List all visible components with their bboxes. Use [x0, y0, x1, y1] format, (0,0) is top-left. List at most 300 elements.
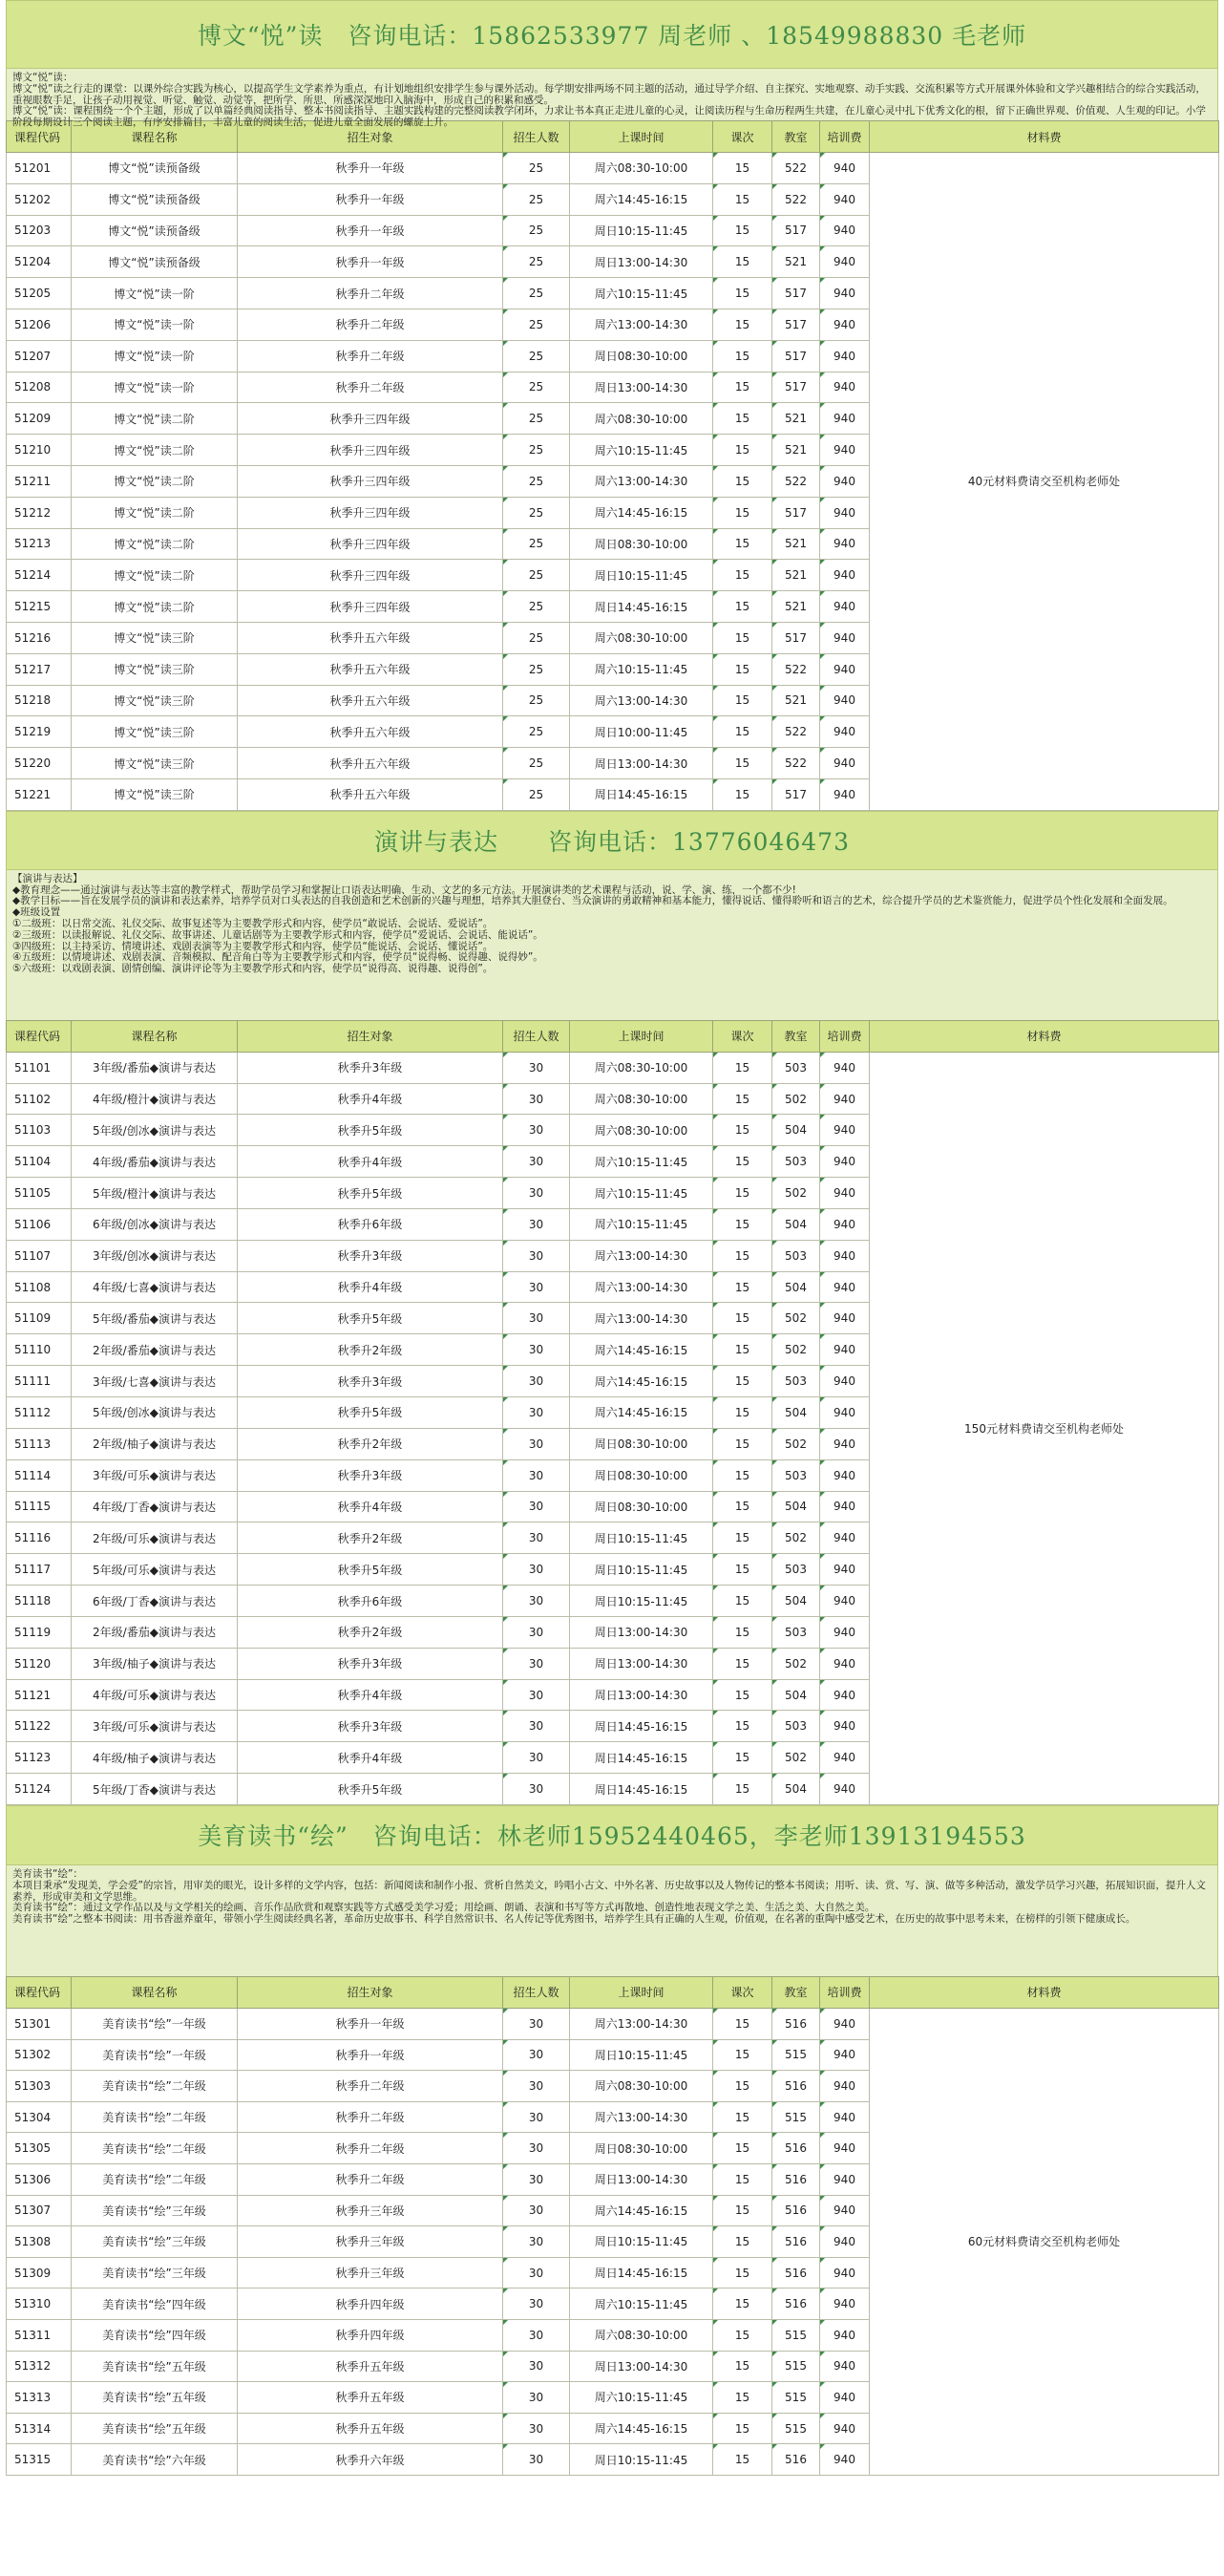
classroom-cell: 516 [772, 2071, 820, 2102]
course-name-cell: 4年级/番茄◆演讲与表达 [72, 1146, 238, 1178]
classroom-cell: 521 [772, 246, 820, 278]
sessions-cell: 15 [713, 1052, 772, 1083]
sessions-cell: 15 [713, 2413, 772, 2444]
enrollment-cell: 30 [503, 2101, 570, 2133]
target-grade-cell: 秋季升三四年级 [238, 403, 503, 435]
course-code-cell: 51315 [7, 2444, 72, 2476]
course-code-cell: 51110 [7, 1334, 72, 1366]
tuition-cell: 940 [820, 2101, 870, 2133]
enrollment-cell: 30 [503, 1522, 570, 1554]
enrollment-cell: 25 [503, 748, 570, 779]
sessions-cell: 15 [713, 685, 772, 716]
course-name-cell: 5年级/番茄◆演讲与表达 [72, 1303, 238, 1334]
class-time-cell: 周六13:00-14:30 [570, 685, 713, 716]
course-name-cell: 5年级/丁香◆演讲与表达 [72, 1774, 238, 1805]
enrollment-cell: 30 [503, 1774, 570, 1805]
intro-paragraph: ②三级班：以读报解说、礼仪交际、故事讲述、儿童话剧等为主要教学形式和内容，使学员“爱说话、会说话、能说话”。 [12, 928, 543, 941]
course-code-cell: 51111 [7, 1366, 72, 1397]
course-name-cell: 博文“悦”读预备级 [72, 246, 238, 278]
sessions-cell: 15 [713, 2101, 772, 2133]
course-name-cell: 博文“悦”读三阶 [72, 716, 238, 748]
course-code-cell: 51106 [7, 1208, 72, 1240]
target-grade-cell: 秋季升3年级 [238, 1366, 503, 1397]
course-code-cell: 51304 [7, 2101, 72, 2133]
intro-paragraph: 【演讲与表达】 [12, 872, 83, 884]
column-header: 培训费 [820, 121, 870, 153]
target-grade-cell: 秋季升五六年级 [238, 685, 503, 716]
course-code-cell: 51220 [7, 748, 72, 779]
classroom-cell: 503 [772, 1240, 820, 1271]
target-grade-cell: 秋季升2年级 [238, 1522, 503, 1554]
enrollment-cell: 30 [503, 1178, 570, 1209]
target-grade-cell: 秋季升二年级 [238, 2101, 503, 2133]
target-grade-cell: 秋季升三四年级 [238, 528, 503, 560]
course-code-cell: 51307 [7, 2195, 72, 2226]
tuition-cell: 940 [820, 2382, 870, 2414]
tuition-cell: 940 [820, 622, 870, 653]
classroom-cell: 517 [772, 340, 820, 372]
classroom-cell: 502 [772, 1522, 820, 1554]
tuition-cell: 940 [820, 183, 870, 215]
enrollment-cell: 30 [503, 1616, 570, 1648]
course-name-cell: 博文“悦”读一阶 [72, 340, 238, 372]
class-time-cell: 周六14:45-16:15 [570, 2195, 713, 2226]
intro-paragraph: ◆班级设置 [12, 906, 61, 919]
target-grade-cell: 秋季升五六年级 [238, 778, 503, 810]
target-grade-cell: 秋季升三四年级 [238, 435, 503, 466]
sessions-cell: 15 [713, 1459, 772, 1491]
sessions-cell: 15 [713, 2289, 772, 2320]
classroom-cell: 502 [772, 1428, 820, 1459]
classroom-cell: 503 [772, 1052, 820, 1083]
course-code-cell: 51201 [7, 153, 72, 184]
column-header: 课程名称 [72, 1020, 238, 1052]
course-name-cell: 3年级/番茄◆演讲与表达 [72, 1052, 238, 1083]
enrollment-cell: 25 [503, 340, 570, 372]
tuition-cell: 940 [820, 528, 870, 560]
target-grade-cell: 秋季升6年级 [238, 1208, 503, 1240]
course-code-cell: 51107 [7, 1240, 72, 1271]
tuition-cell: 940 [820, 560, 870, 591]
column-header: 材料费 [870, 1020, 1219, 1052]
sessions-cell: 15 [713, 372, 772, 403]
course-name-cell: 博文“悦”读二阶 [72, 465, 238, 497]
tuition-cell: 940 [820, 653, 870, 685]
column-header: 课次 [713, 1020, 772, 1052]
classroom-cell: 516 [772, 2257, 820, 2289]
enrollment-cell: 30 [503, 1208, 570, 1240]
enrollment-cell: 25 [503, 622, 570, 653]
sessions-cell: 15 [713, 1397, 772, 1429]
course-name-cell: 3年级/创冰◆演讲与表达 [72, 1240, 238, 1271]
enrollment-cell: 30 [503, 1491, 570, 1522]
course-code-cell: 51312 [7, 2351, 72, 2382]
classroom-cell: 516 [772, 2195, 820, 2226]
class-time-cell: 周六08:30-10:00 [570, 153, 713, 184]
tuition-cell: 940 [820, 1271, 870, 1303]
course-code-cell: 51310 [7, 2289, 72, 2320]
course-code-cell: 51123 [7, 1742, 72, 1774]
sessions-cell: 15 [713, 778, 772, 810]
sessions-cell: 15 [713, 1208, 772, 1240]
target-grade-cell: 秋季升五六年级 [238, 716, 503, 748]
course-name-cell: 美育读书“绘”二年级 [72, 2133, 238, 2164]
target-grade-cell: 秋季升三四年级 [238, 560, 503, 591]
course-code-cell: 51301 [7, 2008, 72, 2039]
class-time-cell: 周日14:45-16:15 [570, 2257, 713, 2289]
classroom-cell: 504 [772, 1397, 820, 1429]
course-name-cell: 4年级/橙汁◆演讲与表达 [72, 1083, 238, 1115]
enrollment-cell: 30 [503, 1240, 570, 1271]
course-name-cell: 美育读书“绘”六年级 [72, 2444, 238, 2476]
course-name-cell: 5年级/创冰◆演讲与表达 [72, 1115, 238, 1146]
target-grade-cell: 秋季升3年级 [238, 1052, 503, 1083]
sessions-cell: 15 [713, 2071, 772, 2102]
intro-paragraph: 博文“悦”读： [12, 72, 74, 83]
classroom-cell: 504 [772, 1491, 820, 1522]
target-grade-cell: 秋季升四年级 [238, 2289, 503, 2320]
course-code-cell: 51117 [7, 1554, 72, 1586]
sessions-cell: 15 [713, 2226, 772, 2258]
sessions-cell: 15 [713, 183, 772, 215]
class-time-cell: 周六10:15-11:45 [570, 653, 713, 685]
table-row [7, 153, 1219, 184]
classroom-cell: 515 [772, 2039, 820, 2071]
sessions-cell: 15 [713, 1240, 772, 1271]
course-code-cell: 51306 [7, 2163, 72, 2195]
enrollment-cell: 25 [503, 183, 570, 215]
class-time-cell: 周六08:30-10:00 [570, 1115, 713, 1146]
sessions-cell: 15 [713, 1554, 772, 1586]
tuition-cell: 940 [820, 2444, 870, 2476]
enrollment-cell: 30 [503, 1083, 570, 1115]
sessions-cell: 15 [713, 278, 772, 309]
classroom-cell: 522 [772, 653, 820, 685]
sessions-cell: 15 [713, 1648, 772, 1679]
enrollment-cell: 25 [503, 246, 570, 278]
tuition-cell: 940 [820, 1083, 870, 1115]
course-name-cell: 美育读书“绘”三年级 [72, 2195, 238, 2226]
tuition-cell: 940 [820, 1146, 870, 1178]
column-header: 材料费 [870, 1976, 1219, 2008]
enrollment-cell: 30 [503, 1366, 570, 1397]
class-time-cell: 周六08:30-10:00 [570, 622, 713, 653]
class-time-cell: 周日08:30-10:00 [570, 528, 713, 560]
sessions-cell: 15 [713, 2008, 772, 2039]
target-grade-cell: 秋季升三四年级 [238, 591, 503, 623]
course-name-cell: 博文“悦”读二阶 [72, 560, 238, 591]
classroom-cell: 522 [772, 748, 820, 779]
class-time-cell: 周日08:30-10:00 [570, 1428, 713, 1459]
sessions-cell: 15 [713, 1178, 772, 1209]
tuition-cell: 940 [820, 1711, 870, 1742]
class-time-cell: 周日08:30-10:00 [570, 1491, 713, 1522]
sessions-cell: 15 [713, 340, 772, 372]
course-name-cell: 美育读书“绘”二年级 [72, 2163, 238, 2195]
tuition-cell: 940 [820, 1366, 870, 1397]
target-grade-cell: 秋季升2年级 [238, 1334, 503, 1366]
target-grade-cell: 秋季升三四年级 [238, 497, 503, 528]
target-grade-cell: 秋季升二年级 [238, 309, 503, 340]
classroom-cell: 515 [772, 2351, 820, 2382]
intro-paragraph: 博文“悦”读之行走的课堂：以课外综合实践为核心，以提高学生文学素养为重点，有计划地组织安排学生参与课外活动。每学期安排两场不同主题的活动，通过导学介绍、自主探究、实地观察、动手实践、交流积累等方式开展课外体验和文学兴趣相结合的综合实践活动，重视眼数手足，让孩子动用视觉、听觉、触觉、动觉等，把所学、所思、所感深深地印入脑海中，形成自己的积累和感受。 [12, 82, 1206, 106]
course-name-cell: 5年级/橙汁◆演讲与表达 [72, 1178, 238, 1209]
target-grade-cell: 秋季升四年级 [238, 2319, 503, 2351]
course-name-cell: 美育读书“绘”一年级 [72, 2008, 238, 2039]
class-time-cell: 周日10:15-11:45 [570, 2039, 713, 2071]
column-header: 教室 [772, 121, 820, 153]
classroom-cell: 521 [772, 435, 820, 466]
target-grade-cell: 秋季升5年级 [238, 1397, 503, 1429]
tuition-cell: 940 [820, 1208, 870, 1240]
tuition-cell: 940 [820, 1459, 870, 1491]
classroom-cell: 503 [772, 1554, 820, 1586]
tuition-cell: 940 [820, 685, 870, 716]
tuition-cell: 940 [820, 340, 870, 372]
class-time-cell: 周日14:45-16:15 [570, 591, 713, 623]
course-code-cell: 51103 [7, 1115, 72, 1146]
course-code-cell: 51209 [7, 403, 72, 435]
course-name-cell: 美育读书“绘”四年级 [72, 2289, 238, 2320]
sessions-cell: 15 [713, 1774, 772, 1805]
enrollment-cell: 30 [503, 2444, 570, 2476]
tuition-cell: 940 [820, 2039, 870, 2071]
sessions-cell: 15 [713, 2163, 772, 2195]
course-name-cell: 博文“悦”读预备级 [72, 183, 238, 215]
course-name-cell: 3年级/可乐◆演讲与表达 [72, 1459, 238, 1491]
tuition-cell: 940 [820, 2163, 870, 2195]
course-code-cell: 51124 [7, 1774, 72, 1805]
column-header: 课程代码 [7, 1976, 72, 2008]
course-code-cell: 51309 [7, 2257, 72, 2289]
class-time-cell: 周日14:45-16:15 [570, 1742, 713, 1774]
target-grade-cell: 秋季升二年级 [238, 278, 503, 309]
enrollment-cell: 30 [503, 2039, 570, 2071]
course-name-cell: 美育读书“绘”三年级 [72, 2226, 238, 2258]
course-name-cell: 博文“悦”读二阶 [72, 497, 238, 528]
column-header: 上课时间 [570, 121, 713, 153]
target-grade-cell: 秋季升五六年级 [238, 748, 503, 779]
class-time-cell: 周六08:30-10:00 [570, 403, 713, 435]
target-grade-cell: 秋季升4年级 [238, 1742, 503, 1774]
intro-paragraph: 美育读书“绘”：通过文学作品以及与文学相关的绘画、音乐作品欣赏和观察实践等方式感受美学习爱；用绘画、朗诵、表演和书写等方式再散地、创造性地表现文学之美、生活之美、大自然之美。 [12, 1902, 876, 1914]
column-header: 课程名称 [72, 121, 238, 153]
section-title: 美育读书“绘” 咨询电话：林老师15952440465，李老师13913194553 [6, 1805, 1218, 1865]
intro-paragraph: ⑤六级班：以戏剧表演、剧情创编、演讲评论等为主要教学形式和内容，使学员“说得高、说得趣、说得创”。 [12, 963, 494, 975]
course-code-cell: 51120 [7, 1648, 72, 1679]
enrollment-cell: 30 [503, 2413, 570, 2444]
course-code-cell: 51119 [7, 1616, 72, 1648]
course-code-cell: 51122 [7, 1711, 72, 1742]
enrollment-cell: 25 [503, 403, 570, 435]
enrollment-cell: 25 [503, 560, 570, 591]
enrollment-cell: 25 [503, 685, 570, 716]
enrollment-cell: 30 [503, 1428, 570, 1459]
enrollment-cell: 25 [503, 309, 570, 340]
classroom-cell: 522 [772, 183, 820, 215]
enrollment-cell: 30 [503, 2071, 570, 2102]
course-name-cell: 4年级/七喜◆演讲与表达 [72, 1271, 238, 1303]
target-grade-cell: 秋季升三年级 [238, 2257, 503, 2289]
enrollment-cell: 25 [503, 465, 570, 497]
sessions-cell: 15 [713, 2039, 772, 2071]
course-code-cell: 51115 [7, 1491, 72, 1522]
material-fee-note: 40元材料费请交至机构老师处 [870, 153, 1219, 811]
class-time-cell: 周日08:30-10:00 [570, 340, 713, 372]
classroom-cell: 515 [772, 2101, 820, 2133]
class-time-cell: 周日13:00-14:30 [570, 2163, 713, 2195]
course-name-cell: 2年级/番茄◆演讲与表达 [72, 1616, 238, 1648]
classroom-cell: 503 [772, 1459, 820, 1491]
tuition-cell: 940 [820, 1774, 870, 1805]
class-time-cell: 周六10:15-11:45 [570, 278, 713, 309]
course-name-cell: 2年级/柚子◆演讲与表达 [72, 1428, 238, 1459]
sessions-cell: 15 [713, 435, 772, 466]
classroom-cell: 521 [772, 591, 820, 623]
target-grade-cell: 秋季升一年级 [238, 215, 503, 246]
enrollment-cell: 30 [503, 2133, 570, 2164]
target-grade-cell: 秋季升三四年级 [238, 465, 503, 497]
class-time-cell: 周日10:15-11:45 [570, 2444, 713, 2476]
sessions-cell: 15 [713, 748, 772, 779]
material-fee-note: 150元材料费请交至机构老师处 [870, 1052, 1219, 1804]
enrollment-cell: 25 [503, 153, 570, 184]
column-header: 教室 [772, 1020, 820, 1052]
course-name-cell: 6年级/创冰◆演讲与表达 [72, 1208, 238, 1240]
course-code-cell: 51114 [7, 1459, 72, 1491]
class-time-cell: 周六13:00-14:30 [570, 1271, 713, 1303]
target-grade-cell: 秋季升二年级 [238, 2133, 503, 2164]
enrollment-cell: 30 [503, 2008, 570, 2039]
course-code-cell: 51213 [7, 528, 72, 560]
class-time-cell: 周日10:00-11:45 [570, 716, 713, 748]
sessions-cell: 15 [713, 653, 772, 685]
target-grade-cell: 秋季升六年级 [238, 2444, 503, 2476]
classroom-cell: 502 [772, 1083, 820, 1115]
column-header: 教室 [772, 1976, 820, 2008]
table-header-row [7, 1976, 1219, 2008]
target-grade-cell: 秋季升一年级 [238, 2008, 503, 2039]
classroom-cell: 504 [772, 1271, 820, 1303]
enrollment-cell: 25 [503, 435, 570, 466]
target-grade-cell: 秋季升5年级 [238, 1303, 503, 1334]
course-name-cell: 3年级/可乐◆演讲与表达 [72, 1711, 238, 1742]
class-time-cell: 周六13:00-14:30 [570, 2008, 713, 2039]
class-time-cell: 周日13:00-14:30 [570, 1616, 713, 1648]
tuition-cell: 940 [820, 2195, 870, 2226]
tuition-cell: 940 [820, 153, 870, 184]
sessions-cell: 15 [713, 528, 772, 560]
classroom-cell: 503 [772, 1146, 820, 1178]
course-code-cell: 51113 [7, 1428, 72, 1459]
class-time-cell: 周日14:45-16:15 [570, 1711, 713, 1742]
enrollment-cell: 30 [503, 2382, 570, 2414]
target-grade-cell: 秋季升五六年级 [238, 622, 503, 653]
classroom-cell: 516 [772, 2133, 820, 2164]
table-header-row [7, 1020, 1219, 1052]
course-name-cell: 美育读书“绘”二年级 [72, 2101, 238, 2133]
class-time-cell: 周日13:00-14:30 [570, 748, 713, 779]
sessions-cell: 15 [713, 1366, 772, 1397]
classroom-cell: 522 [772, 465, 820, 497]
classroom-cell: 516 [772, 2444, 820, 2476]
sessions-cell: 15 [713, 560, 772, 591]
tuition-cell: 940 [820, 246, 870, 278]
classroom-cell: 517 [772, 309, 820, 340]
course-schedule-sheet [6, 0, 1218, 2476]
tuition-cell: 940 [820, 215, 870, 246]
class-time-cell: 周六10:15-11:45 [570, 2289, 713, 2320]
tuition-cell: 940 [820, 1428, 870, 1459]
course-code-cell: 51219 [7, 716, 72, 748]
sessions-cell: 15 [713, 1271, 772, 1303]
target-grade-cell: 秋季升五年级 [238, 2351, 503, 2382]
sessions-cell: 15 [713, 246, 772, 278]
course-table [6, 120, 1219, 811]
target-grade-cell: 秋季升4年级 [238, 1491, 503, 1522]
target-grade-cell: 秋季升4年级 [238, 1083, 503, 1115]
column-header: 课次 [713, 1976, 772, 2008]
tuition-cell: 940 [820, 1522, 870, 1554]
course-name-cell: 博文“悦”读二阶 [72, 591, 238, 623]
target-grade-cell: 秋季升4年级 [238, 1271, 503, 1303]
enrollment-cell: 30 [503, 1271, 570, 1303]
sessions-cell: 15 [713, 1742, 772, 1774]
course-code-cell: 51221 [7, 778, 72, 810]
sessions-cell: 15 [713, 591, 772, 623]
enrollment-cell: 30 [503, 1586, 570, 1617]
class-time-cell: 周六14:45-16:15 [570, 497, 713, 528]
enrollment-cell: 30 [503, 1459, 570, 1491]
enrollment-cell: 30 [503, 2289, 570, 2320]
sessions-cell: 15 [713, 1428, 772, 1459]
intro-paragraph: ①二级班：以日常交流、礼仪交际、故事复述等为主要教学形式和内容，使学员“敢说话、会说话、爱说话”。 [12, 917, 494, 929]
course-name-cell: 2年级/可乐◆演讲与表达 [72, 1522, 238, 1554]
class-time-cell: 周日10:15-11:45 [570, 2226, 713, 2258]
section-intro [6, 69, 1218, 129]
classroom-cell: 517 [772, 372, 820, 403]
course-code-cell: 51305 [7, 2133, 72, 2164]
enrollment-cell: 25 [503, 591, 570, 623]
sessions-cell: 15 [713, 309, 772, 340]
sessions-cell: 15 [713, 403, 772, 435]
course-code-cell: 51218 [7, 685, 72, 716]
class-time-cell: 周六08:30-10:00 [570, 1083, 713, 1115]
tuition-cell: 940 [820, 1115, 870, 1146]
class-time-cell: 周日13:00-14:30 [570, 1679, 713, 1711]
target-grade-cell: 秋季升二年级 [238, 340, 503, 372]
column-header: 培训费 [820, 1976, 870, 2008]
course-code-cell: 51216 [7, 622, 72, 653]
class-time-cell: 周六10:15-11:45 [570, 2382, 713, 2414]
course-code-cell: 51211 [7, 465, 72, 497]
classroom-cell: 502 [772, 1178, 820, 1209]
table-row [7, 1052, 1219, 1083]
intro-paragraph: 美育读书“绘”： [12, 1867, 83, 1880]
tuition-cell: 940 [820, 1616, 870, 1648]
enrollment-cell: 30 [503, 2351, 570, 2382]
course-code-cell: 51101 [7, 1052, 72, 1083]
target-grade-cell: 秋季升二年级 [238, 372, 503, 403]
course-name-cell: 博文“悦”读三阶 [72, 622, 238, 653]
class-time-cell: 周六14:45-16:15 [570, 183, 713, 215]
enrollment-cell: 30 [503, 1334, 570, 1366]
class-time-cell: 周日10:15-11:45 [570, 1586, 713, 1617]
target-grade-cell: 秋季升二年级 [238, 2071, 503, 2102]
course-code-cell: 51311 [7, 2319, 72, 2351]
tuition-cell: 940 [820, 435, 870, 466]
tuition-cell: 940 [820, 1742, 870, 1774]
